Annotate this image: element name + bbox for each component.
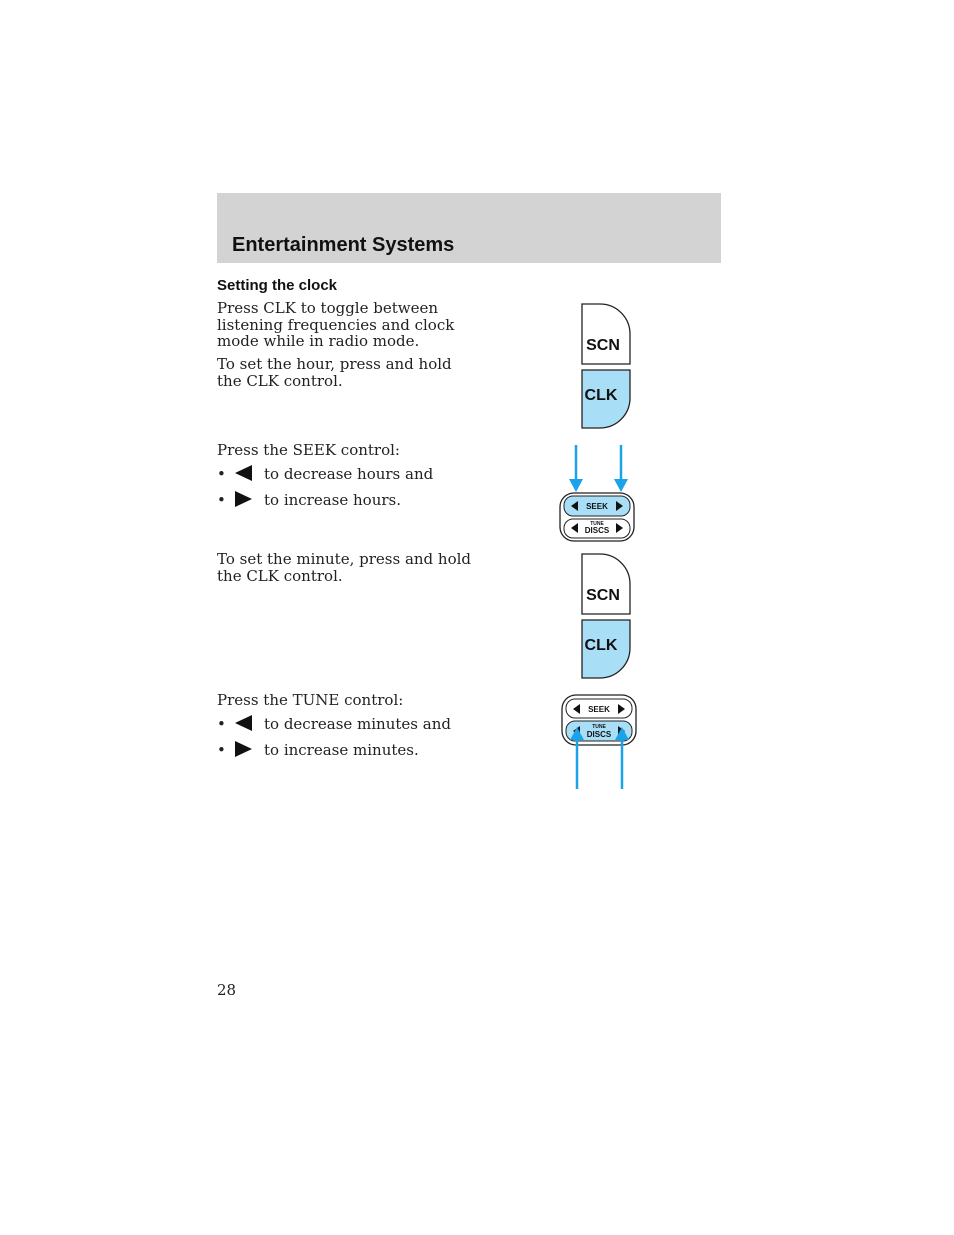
scn-clk-figure-minute [578,552,638,680]
paragraph-tune: Press the TUNE control: [217,691,404,709]
scn-button [582,554,630,614]
discs-label: DISCS [584,526,610,535]
seek-control-figure [556,443,640,545]
bullet-tune-decrease: • to decrease minutes and [217,715,451,733]
paragraph-set-hour: To set the hour, press and hold the CLK control. [217,355,452,390]
up-arrow-icon [615,727,629,789]
page-number: 28 [217,981,237,999]
discs-label: DISCS [586,730,612,739]
right-triangle-icon [235,491,252,507]
left-triangle-icon [235,715,252,731]
seek-label: SEEK [588,705,610,714]
right-triangle-icon [235,741,252,757]
page-title: Entertainment Systems [232,234,455,256]
tune-label: TUNE [592,724,606,730]
clk-button-label: CLK [584,637,618,654]
down-arrow-icon [569,445,583,492]
bullet-seek-increase: • to increase hours. [217,491,402,509]
header-band [217,193,721,263]
seek-label: SEEK [586,502,608,511]
up-arrow-icon [570,727,584,789]
paragraph-set-minute: To set the minute, press and hold the CLK control. [217,550,472,585]
bullet-tune-increase: • to increase minutes. [217,741,419,759]
bullet-seek-decrease: • to decrease hours and [217,465,434,483]
section-title: Setting the clock [217,277,338,294]
clk-button-label: CLK [584,387,618,404]
tune-control-figure [558,693,642,793]
tune-label: TUNE [590,521,604,527]
paragraph-toggle-clk: Press CLK to toggle between listening frequencies and clock mode while in radio mode. [217,299,455,350]
left-triangle-icon [235,465,252,481]
paragraph-seek: Press the SEEK control: [217,441,400,459]
scn-button-label: SCN [586,337,620,354]
down-arrow-icon [614,445,628,492]
scn-clk-figure-hour [578,302,638,430]
scn-button-label: SCN [586,587,620,604]
scn-button [582,304,630,364]
